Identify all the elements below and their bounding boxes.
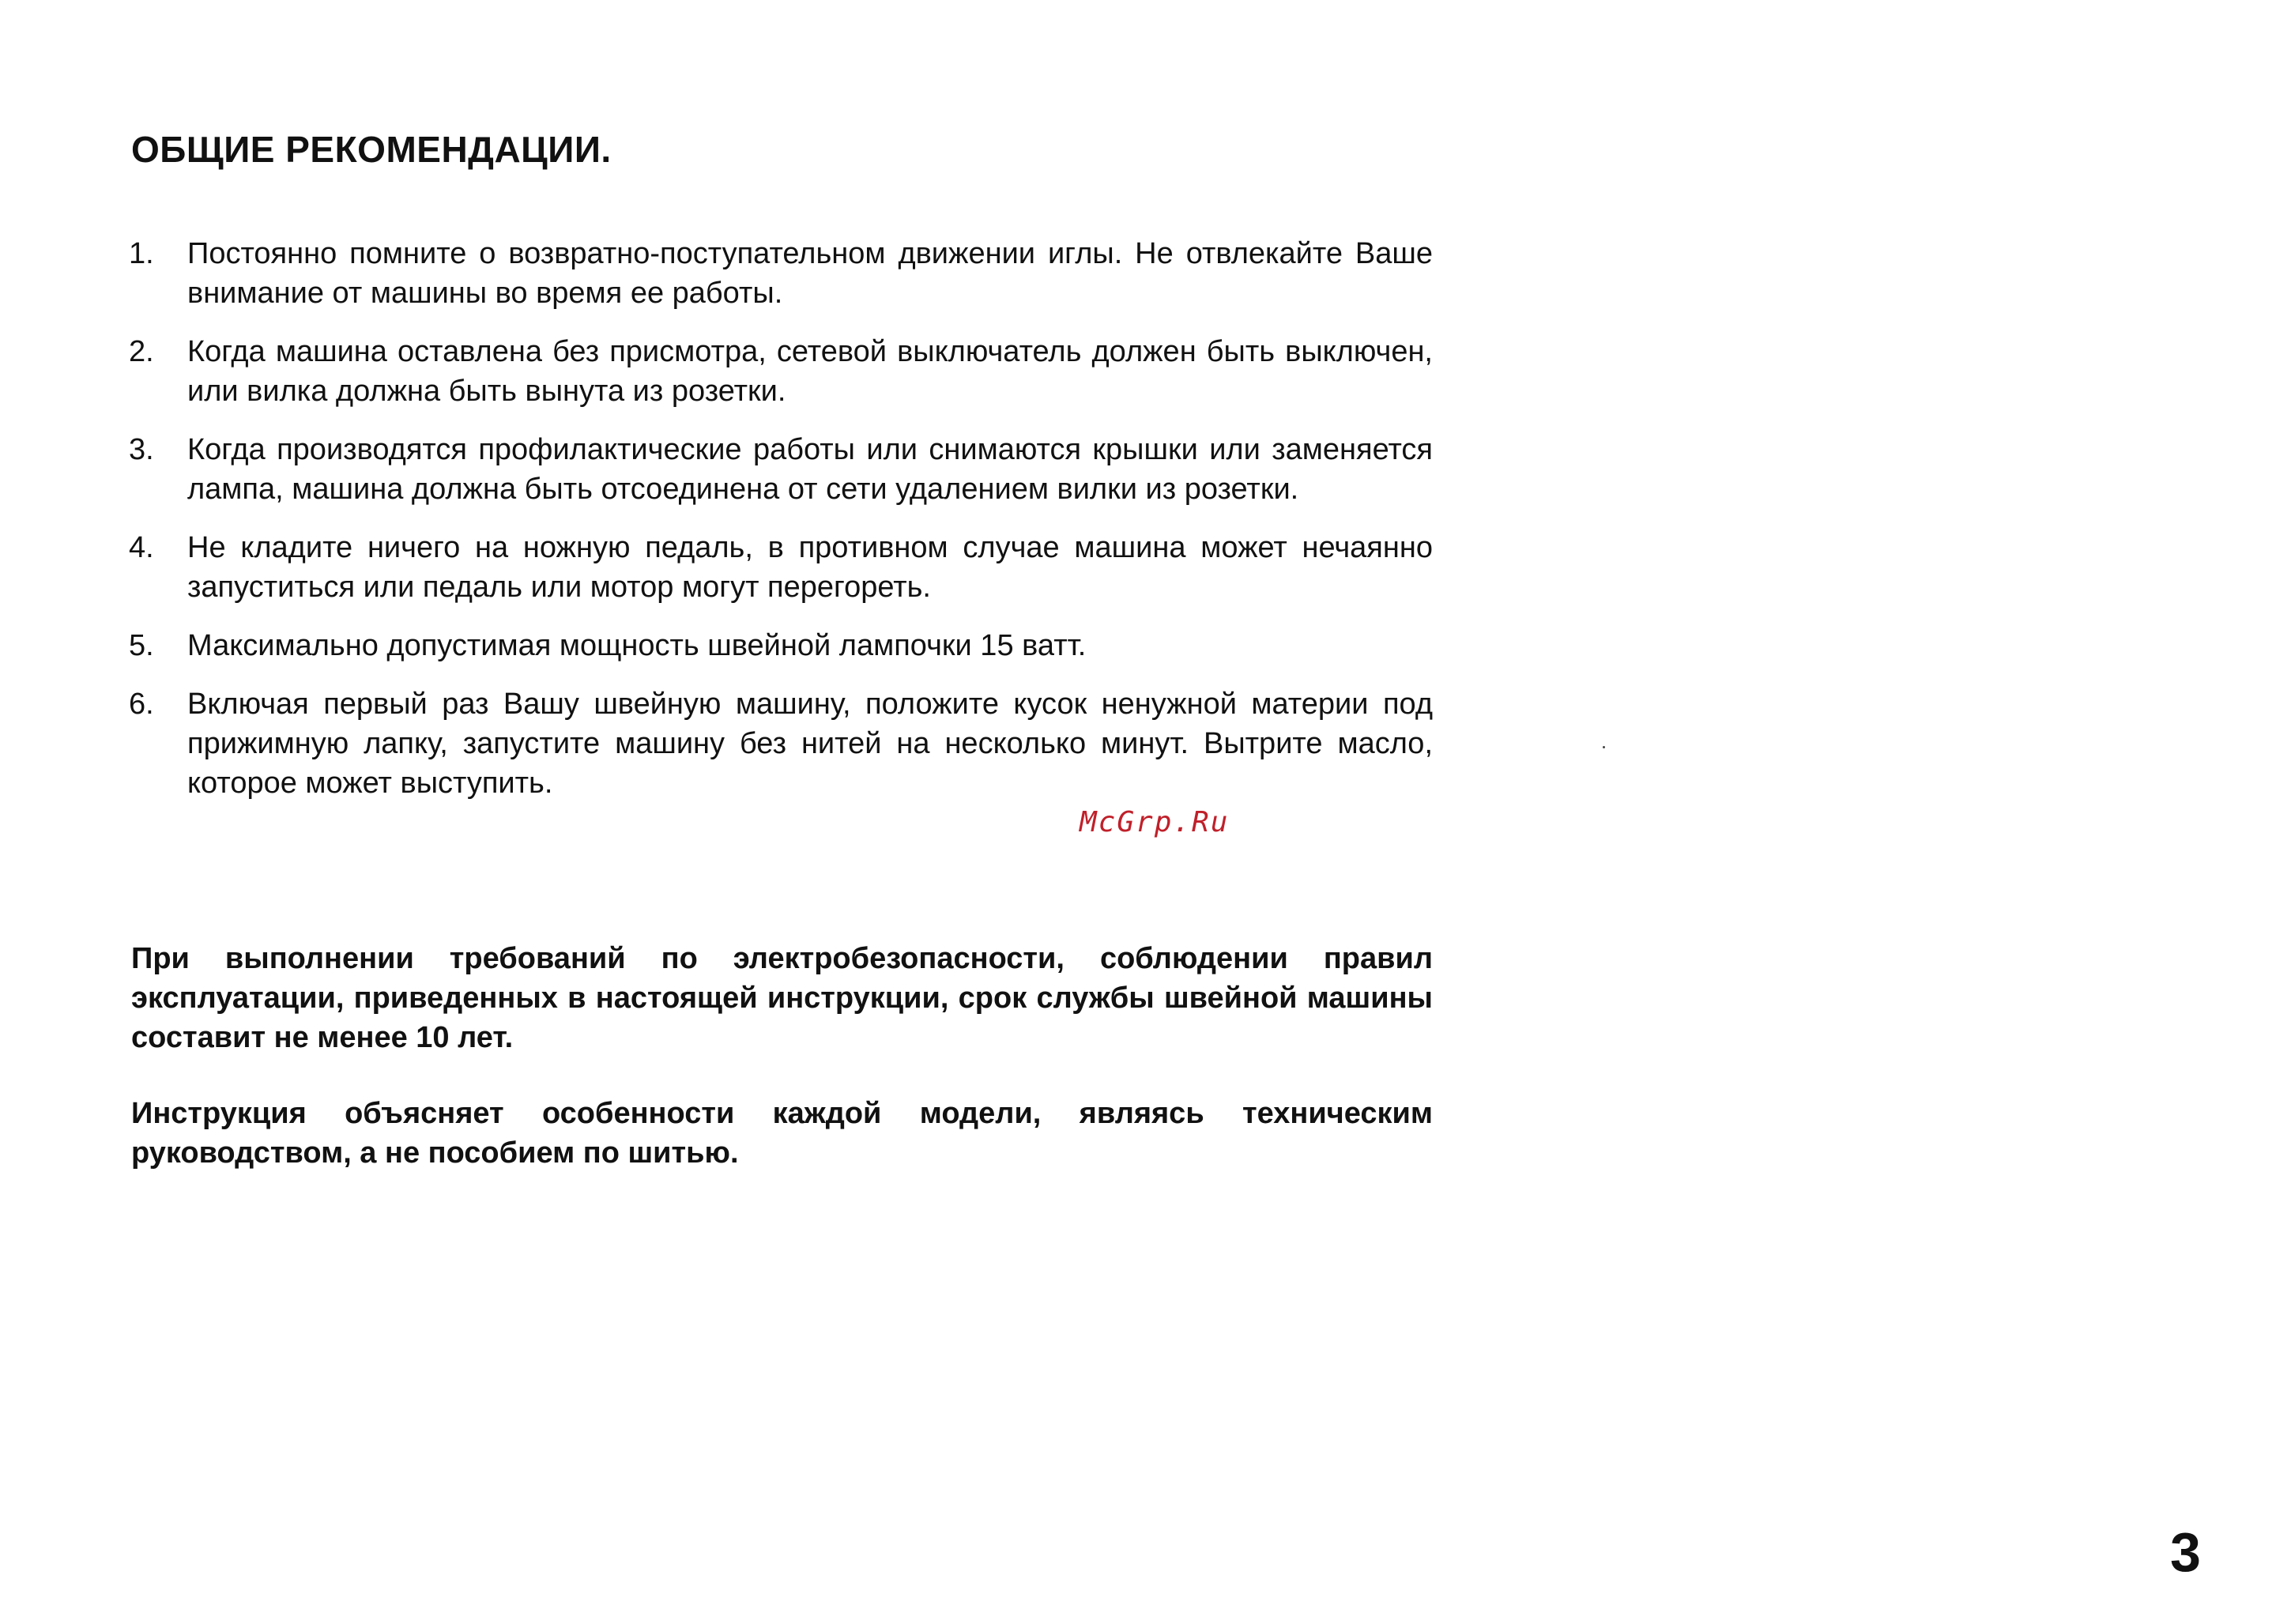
list-item bbox=[129, 528, 1433, 607]
list-item bbox=[129, 626, 1433, 665]
page-number: 3 bbox=[2170, 1521, 2201, 1583]
list-item-number: 4. bbox=[129, 531, 154, 564]
recommendations-list bbox=[129, 234, 1433, 822]
list-item-text: Когда производятся профилактические работы или снимаются крышки или заменяется лампа, машина должна быть отсоединена от сети удалением вилки из розетки. bbox=[187, 433, 1433, 506]
list-item-text: Постоянно помните о возвратно-поступательном движении иглы. Не отвлекайте Ваше внимание от машины во время ее работы. bbox=[187, 237, 1433, 310]
list-item-text: Включая первый раз Вашу швейную машину, положите кусок ненужной материи под прижимную лапку, запустите машину без нитей на несколько минут. Вытрите масло, которое может выступить. bbox=[187, 688, 1433, 800]
list-item-text: Максимально допустимая мощность швейной лампочки 15 ватт. bbox=[187, 629, 1087, 662]
list-item-text: Не кладите ничего на ножную педаль, в противном случае машина может нечаянно запуститься или педаль или мотор могут перегореть. bbox=[187, 531, 1433, 604]
safety-note: При выполнении требований по электробезопасности, соблюдении правил эксплуатации, приведенных в настоящей инструкции, срок службы швейной машины составит не менее 10 лет. bbox=[131, 942, 1433, 1054]
list-item-number: 1. bbox=[129, 237, 154, 270]
list-item-text: Когда машина оставлена без присмотра, сетевой выключатель должен быть выключен, или вилка должна быть вынута из розетки. bbox=[187, 335, 1433, 408]
list-item-number: 5. bbox=[129, 629, 154, 662]
list-item-number: 2. bbox=[129, 335, 154, 368]
list-item bbox=[129, 234, 1433, 313]
watermark-text: McGrp.Ru bbox=[1080, 806, 1230, 838]
list-item bbox=[129, 332, 1433, 411]
scan-speck bbox=[1603, 746, 1605, 748]
page-title: ОБЩИЕ РЕКОМЕНДАЦИИ. bbox=[131, 129, 612, 170]
list-item bbox=[129, 684, 1433, 803]
list-item bbox=[129, 430, 1433, 509]
manual-note: Инструкция объясняет особенности каждой модели, являясь техническим руководством, а не пособием по шитью. bbox=[131, 1097, 1433, 1170]
list-item-number: 3. bbox=[129, 433, 154, 466]
list-item-number: 6. bbox=[129, 688, 154, 721]
